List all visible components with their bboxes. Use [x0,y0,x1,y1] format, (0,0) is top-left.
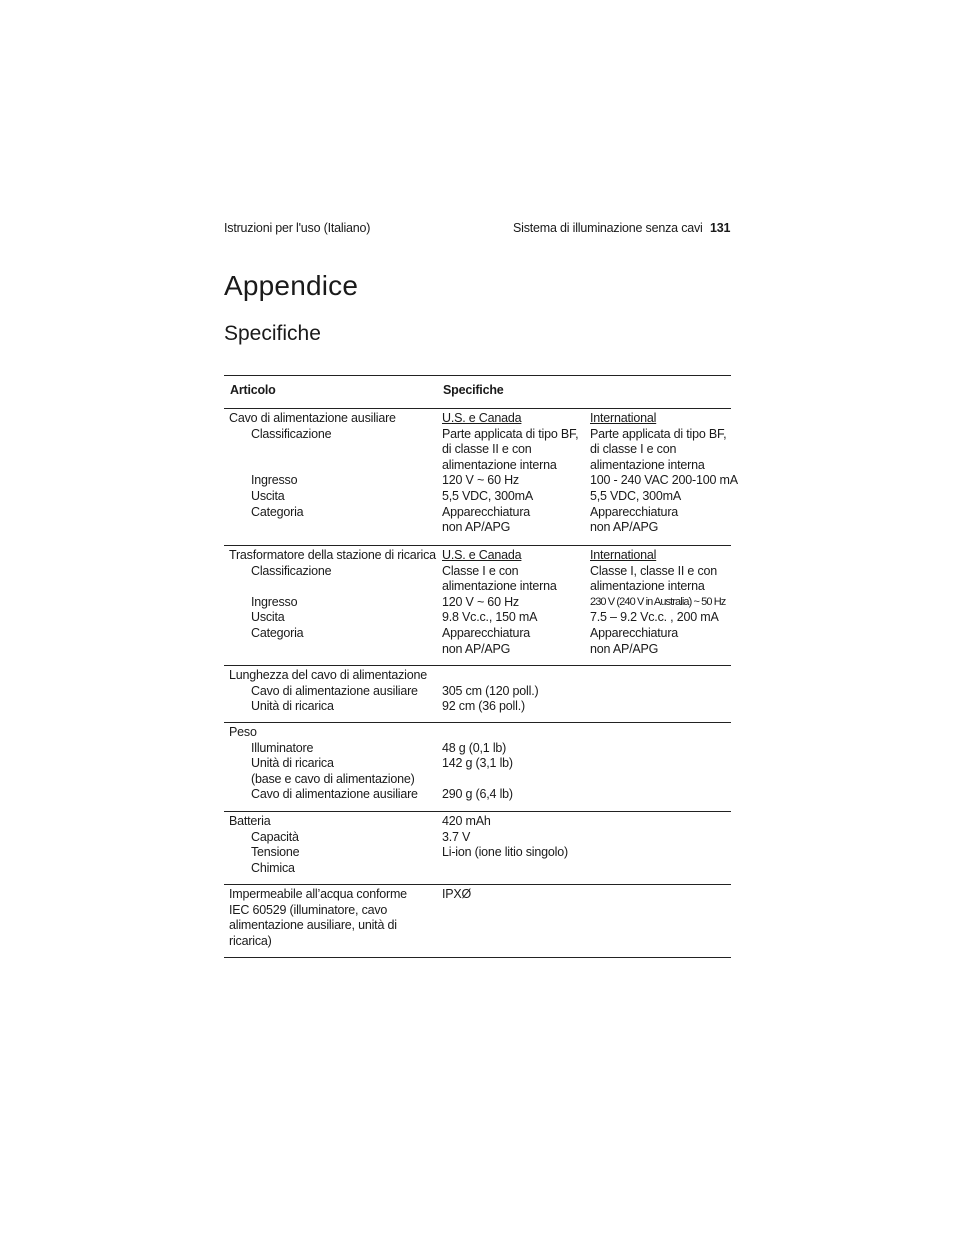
spec-value: 120 V ~ 60 Hz [442,473,519,488]
spec-value: non AP/APG [442,520,511,535]
row-us-cell [442,548,582,657]
spec-value: 9.8 Vc.c., 150 mA [442,610,538,625]
spec-value: 3.7 V [442,829,471,844]
spec-value: alimentazione interna [442,457,557,472]
row-item-cell [229,725,434,803]
row-sub-label: Capacità [251,829,299,844]
row-item-label: Cavo di alimentazione ausiliare [229,411,396,425]
running-header-right: Sistema di illuminazione senza cavi [513,221,703,235]
row-sub-label: Ingresso [251,473,298,488]
row-item-label: Trasformatore della stazione di ricarica [229,548,436,562]
spec-value: 100 - 240 VAC 200-100 mA [590,473,738,488]
row-sub-label: Ingresso [251,594,298,609]
running-header-left: Istruzioni per l'uso (Italiano) [224,221,371,235]
row-item-label: IEC 60529 (illuminatore, cavo [229,902,388,917]
spec-value: Classe I e con [442,563,519,578]
spec-value: alimentazione interna [590,579,705,594]
row-item-label: Peso [229,725,257,739]
spec-value: 5,5 VDC, 300mA [590,488,681,503]
table-row [224,723,731,812]
row-sub-label: (base e cavo di alimentazione) [251,771,415,786]
col-header-spec: Specifiche [443,383,504,397]
spec-value: alimentazione interna [590,457,705,472]
international-heading: International [590,548,657,562]
table-row [224,666,731,723]
row-sub-label: Chimica [251,860,295,875]
row-sub-label: Categoria [251,504,304,519]
spec-value: 92 cm (36 poll.) [442,699,525,714]
spec-value: di classe I e con [590,442,677,457]
row-item-cell [229,548,434,642]
spec-value: 48 g (0,1 lb) [442,740,507,755]
row-sub-label: Categoria [251,625,304,640]
table-row [224,812,731,885]
spec-value: Li-ion (ione litio singolo) [442,845,568,860]
row-item-cell [229,411,434,520]
row-sub-label: Unità di ricarica [251,699,334,714]
spec-value: 7.5 – 9.2 Vc.c. , 200 mA [590,610,719,625]
spec-value: Parte applicata di tipo BF, [442,426,579,441]
spec-value: Apparecchiatura [590,625,679,640]
row-item-cell [229,814,434,876]
row-value-cell [442,668,582,715]
row-item-label: alimentazione ausiliare, unità di [229,918,397,933]
row-value-cell [442,887,582,903]
row-item-label: Lunghezza del cavo di alimentazione [229,668,427,682]
row-sub-label: Illuminatore [251,740,314,755]
table-row [224,546,731,666]
spec-value: 230 V (240 V in Australia) ~ 50 Hz [590,595,726,608]
row-sub-label: Tensione [251,845,300,860]
row-item-label: Impermeabile all’acqua conforme [229,887,407,901]
row-sub-label: Unità di ricarica [251,756,334,771]
spec-value: IPXØ [442,887,472,901]
spec-value: 120 V ~ 60 Hz [442,594,519,609]
row-intl-cell [590,411,738,536]
page-number: 131 [710,221,731,235]
row-us-cell [442,411,582,536]
spec-value: Apparecchiatura [442,504,531,519]
row-value-cell [442,814,582,861]
spec-value: Apparecchiatura [442,625,531,640]
row-item-label: ricarica) [229,933,272,948]
us-canada-heading: U.S. e Canada [442,411,522,425]
spec-value: Apparecchiatura [590,504,679,519]
spec-value: Parte applicata di tipo BF, [590,426,727,441]
row-sub-label: Cavo di alimentazione ausiliare [251,683,418,698]
spec-value: 290 g (6,4 lb) [442,787,513,802]
spec-value: non AP/APG [590,520,659,535]
col-header-item: Articolo [230,383,276,397]
row-item-cell [229,668,434,715]
row-value-cell [442,725,582,803]
spec-value: di classe II e con [442,442,532,457]
international-heading: International [590,411,657,425]
row-sub-label: Uscita [251,610,285,625]
spec-value: non AP/APG [590,641,659,656]
row-sub-label: Cavo di alimentazione ausiliare [251,787,418,802]
row-intl-cell [590,548,731,657]
spec-value: 305 cm (120 poll.) [442,683,539,698]
table-header [224,376,731,409]
row-sub-label: Classificazione [251,563,332,578]
us-canada-heading: U.S. e Canada [442,548,522,562]
row-item-label: Batteria [229,814,271,828]
table-row [224,885,731,958]
spec-value: alimentazione interna [442,579,557,594]
row-item-cell [229,887,434,949]
row-sub-label: Uscita [251,488,285,503]
section-title: Specifiche [224,322,321,345]
page-title: Appendice [224,270,359,301]
spec-value: 420 mAh [442,814,491,828]
spec-value: Classe I, classe II e con [590,563,718,578]
spec-table [224,375,738,958]
spec-value: non AP/APG [442,641,511,656]
row-sub-label: Classificazione [251,426,332,441]
spec-value: 142 g (3,1 lb) [442,756,513,771]
spec-value: 5,5 VDC, 300mA [442,488,533,503]
table-row [224,409,738,546]
